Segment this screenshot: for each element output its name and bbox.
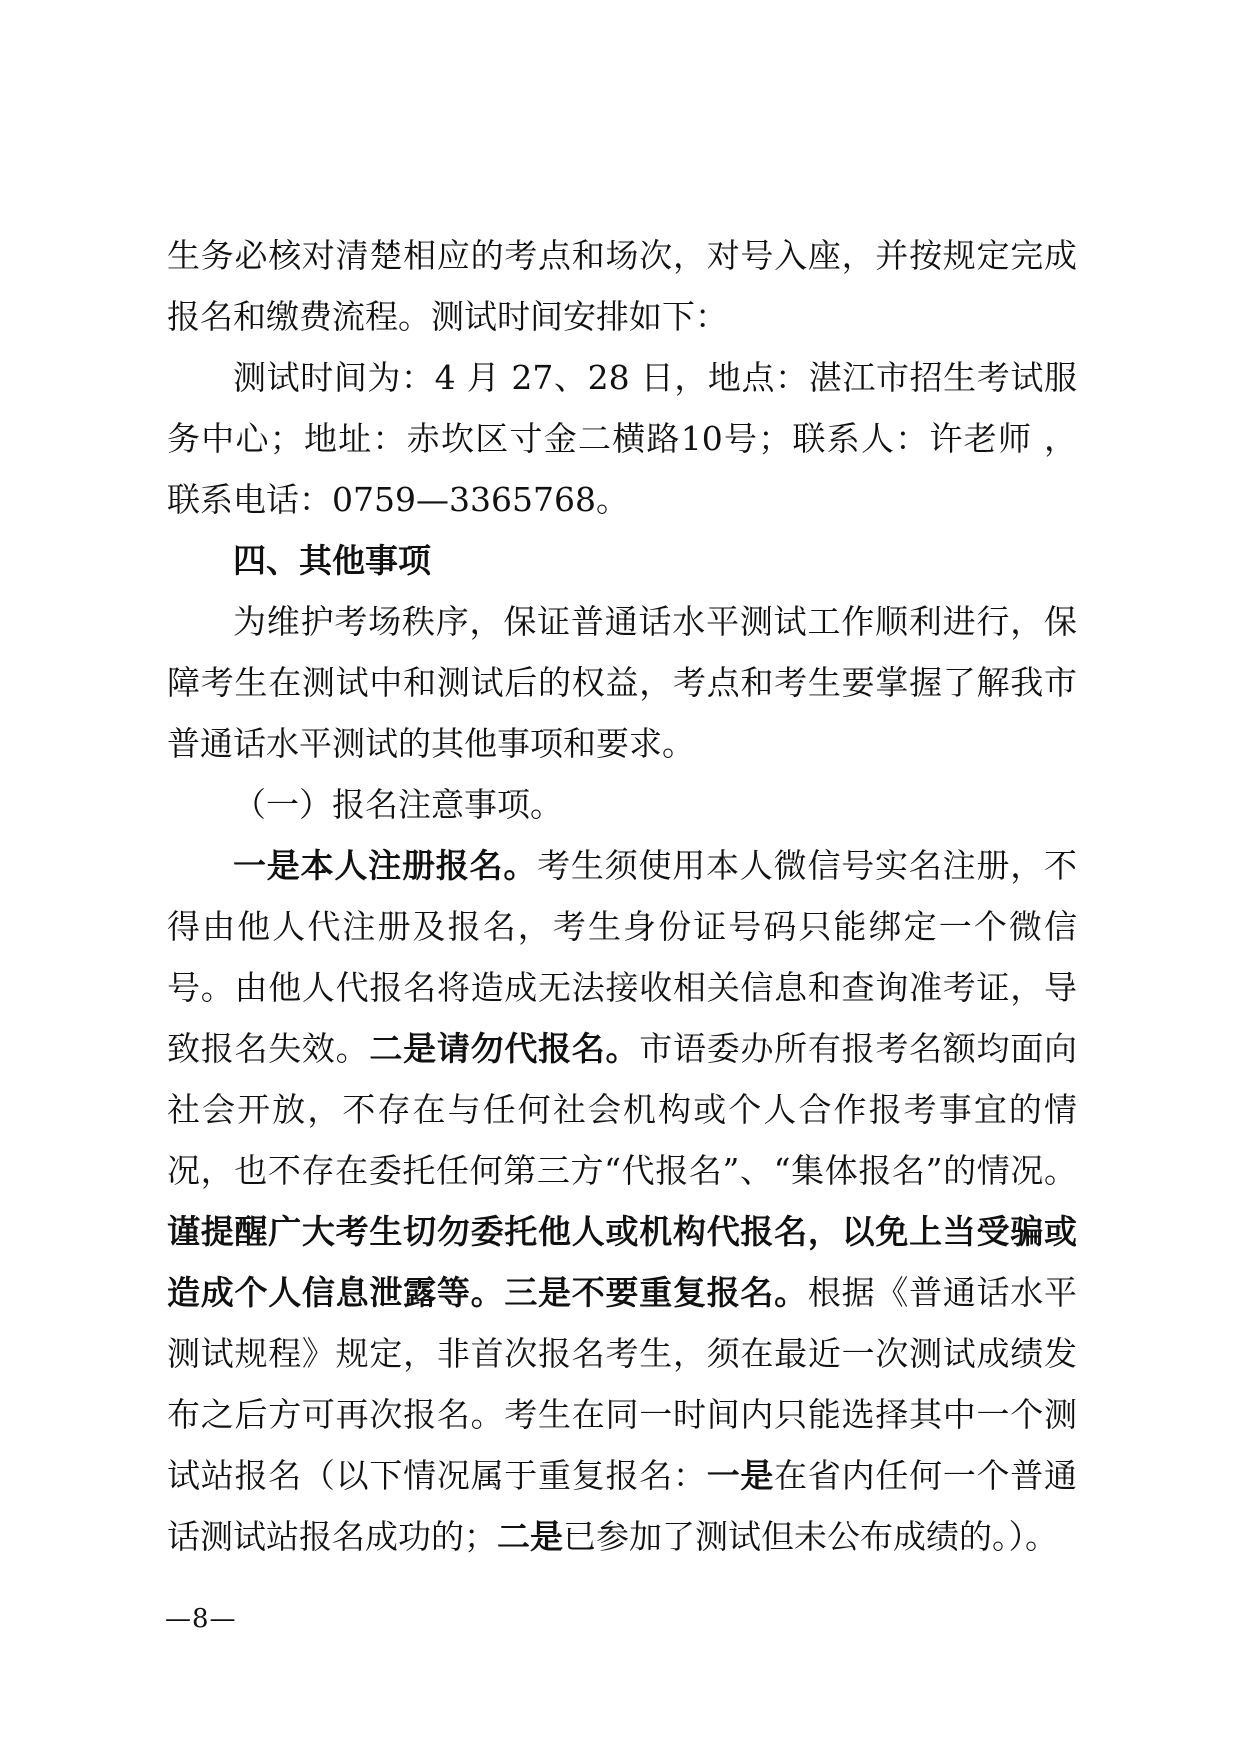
rule-2-text: 市语委办所有报考名额均面向社会开放，不存在与任何社会机构或个人合作报考事宜的情况，也不存在委托任何第三方“代报名”、“集体报名”的情况。 <box>167 1029 1078 1190</box>
paragraph-test-time-location: 测试时间为：4 月 27、28 日，地点：湛江市招生考试服务中心；地址：赤坎区寸金二横路10号；联系人：许老师 ，联系电话：0759—3365768。 <box>167 358 1077 519</box>
section-heading-other-matters: 四、其他事项 <box>233 541 431 580</box>
page-number: —8— <box>165 1604 237 1634</box>
rule-3-title: 三是不要重复报名。 <box>504 1273 808 1312</box>
paragraph-other-matters-intro: 为维护考场秩序，保证普通话水平测试工作顺利进行，保障考生在测试中和测试后的权益，考点和考生要掌握了解我市普通话水平测试的其他事项和要求。 <box>167 602 1077 763</box>
subheading-registration-notes: （一）报名注意事项。 <box>233 785 563 824</box>
duplicate-case-1-text: 在省内任何一个普通话测试站报名成功的； <box>167 1456 1078 1556</box>
rule-3-text: 根据《普通话水平测试规程》规定，非首次报名考生，须在最近一次测试成绩发布之后方可再次报名。考生在同一时间内只能选择其中一个测试站报名（以下情况属于重复报名： <box>167 1273 1078 1495</box>
rule-1-title: 一是本人注册报名。 <box>233 846 538 885</box>
rule-2-warning: 谨提醒广大考生切勿委托他人或机构代报名，以免上当受骗或造成个人信息泄露等。 <box>167 1212 1077 1312</box>
paragraph-registration-rules <box>167 835 1077 1567</box>
rule-2-title: 二是请勿代报名。 <box>369 1029 640 1068</box>
document-body <box>167 225 1077 1567</box>
duplicate-case-2-text: 已参加了测试但未公布成绩的。）。 <box>563 1517 1058 1556</box>
paragraph-schedule-intro: 生务必核对清楚相应的考点和场次，对号入座，并按规定完成报名和缴费流程。测试时间安排如下： <box>167 236 1077 336</box>
duplicate-case-1-label: 一是 <box>706 1456 775 1495</box>
duplicate-case-2-label: 二是 <box>497 1517 563 1556</box>
rule-1-text: 考生须使用本人微信号实名注册，不得由他人代注册及报名，考生身份证号码只能绑定一个微信号。由他人代报名将造成无法接收相关信息和查询准考证，导致报名失效。 <box>167 846 1078 1068</box>
